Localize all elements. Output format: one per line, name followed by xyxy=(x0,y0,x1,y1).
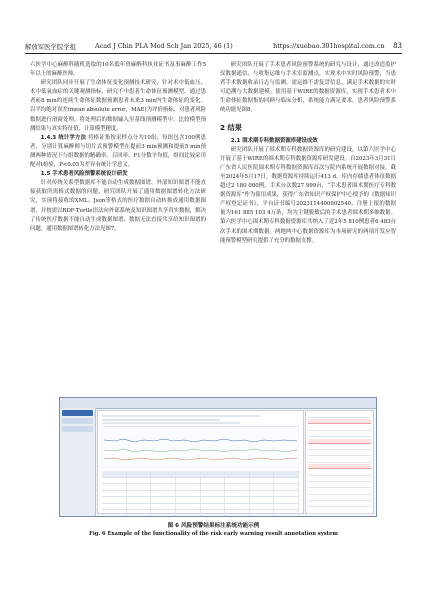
left-column xyxy=(30,61,206,234)
subsection-heading: 2.1 围术期专科数据资源库建设成效 xyxy=(230,137,318,144)
figure-sidebar-item xyxy=(62,426,93,432)
journal-name: 解放军医学院学报 xyxy=(25,42,77,51)
journal-url: https://xuebao.301hospital.com.cn xyxy=(273,42,385,50)
figure-sidebar xyxy=(60,408,96,516)
figure-sidebar-item xyxy=(62,410,93,416)
paragraph: 研究团队开展了手术患者风险预警系统的研究与设计，通过改造监护仪数据通信、与收集运维与手术室监测点，实现术中实时风险预警，当患者手术数据收录日志与监测，需运维不需复盘信息，满足手术数据的实时可追溯与大数据建模；使用基于WIRE的数据资源库，实现手术患者术中生命体征数据集的回顾与临床分析，系统能力满足要求。患者风险预警系统功能见图8。 xyxy=(220,62,396,114)
figure-data-table xyxy=(102,471,299,517)
figure-caption-en: Fig. 6 Example of the functionality of the risk early warning result annotation system xyxy=(89,531,338,537)
paragraph: 针对传统关系型数据库不能自动生成数据图谱、外部知识图谱不能直接获取所需格式数据的问题，研究团队开展了通用数据图谱转化方法研究，实现将接收的XML、Json等格式的医疗数据自动转换成通用数据图谱，并按需以RDF-Turtle语法向外部系统及知识图谱共享真实数据，解决了传统医疗数据不能自动生成数据图谱、数据无法直接共享给知识图谱的问题，通用数据图谱转化方法见图7。 xyxy=(30,180,206,232)
figure-topbar xyxy=(60,398,376,409)
paragraph-text: 将格证集按采样点分为10组，每组包含100例患者，分别计算麻醉师与切片式预警模型在提前3 min预测和提前5 min预测两种情况下与组数据的精确率、召回率、F1分数平均值，组间比较采用配对t检验，P<0.05为差异有统计学意义。 xyxy=(30,134,206,169)
figure-main-panel xyxy=(97,410,304,514)
paragraph: 研究团队开展了围术期专科数据资源库的研究建设，以第六医学中心开展了基于WIRE的围术期专科数据资源库研发建设。自2023年3月31日广东省人民医院围术期专科数据资源库首次与院内系统开展数据对接，截至2024年5月17日，数据资源库持续运行413 d，库内存储患者体征数据超过2 180 000例，手术台次数27 999台，“手术患者围术期医疗专科数据资源库”作为使用成果，获得广东省知识产权保护中心授予的《数据知识产权登记证书》，平台证书编号2023114400002540，注册上报的数据量为161 885 103 4万条，均为主键脱敏后的手术患者围术期多维数据。第六医学中心围术期专科数据资源库共纳入了近2年5 810例患者6 483台次手术的围术期数据。两地两中心数据资源库为本项研究的两项开发应智能预警模型研究提供了充分的数据支撑。 xyxy=(220,146,396,244)
paragraph xyxy=(30,134,206,170)
figure-sidebar-item xyxy=(62,418,93,424)
journal-citation: Acad J Chin PLA Med Sch Jan 2025, 46 (1) xyxy=(95,42,233,50)
figure-info-block xyxy=(102,414,299,427)
subsection-heading: 1.4.3 统计学方法 xyxy=(40,134,87,141)
section-heading xyxy=(30,170,206,179)
paragraph: 六医学中心麻醉科随机选取的10名低年资麻醉科执业证书及事麻醉工作5年以上的麻醉医师。 xyxy=(30,62,206,78)
section-heading: 2 结果 xyxy=(220,122,242,132)
figure-trend-chart xyxy=(102,428,299,468)
page-header xyxy=(25,39,402,54)
page-number: 83 xyxy=(393,42,402,50)
subsection-heading-line xyxy=(220,137,396,146)
right-column xyxy=(220,61,396,246)
figure-caption-cn: 图 6 风险预警结果标注系统功能示例 xyxy=(167,523,260,529)
subsection-heading: 1.5 手术患者风险预警系统设计研发 xyxy=(40,171,128,178)
paragraph: 研究团队同步开展了生命体征变化预测技术研究，针对术中低血压、术中低氧血症的关键观测指标，研究不中患者生命体征预测模型，通过患者前8 min的连续生命体征数据预测患者未来3 min内生命体征的变化。以平均绝对误差(mean absolute error，MAE)为评价指标，对患者风险数据进行滑窗处理，将处理后的数据输入至基线预测模型中，比较模型预测结果与真实特征值，计算模型精度。 xyxy=(30,80,206,132)
figure-annotation-panel xyxy=(305,410,374,514)
figure-screenshot xyxy=(59,397,377,517)
